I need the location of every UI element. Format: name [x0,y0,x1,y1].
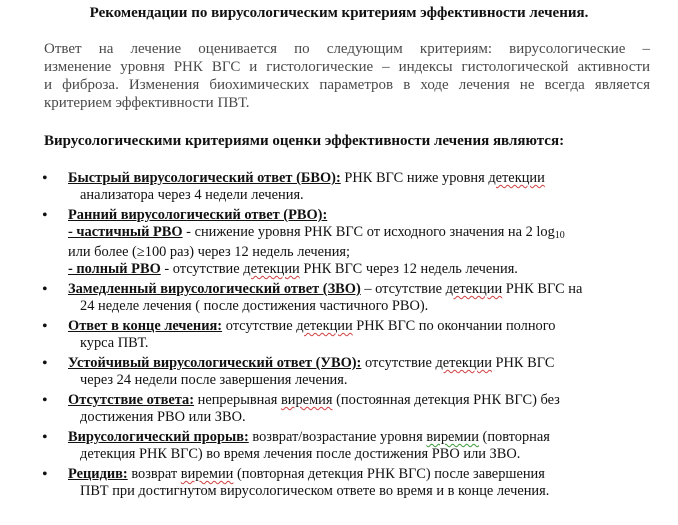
criteria-term: Отсутствие ответа: [68,392,195,408]
partial-rvo-term: - частичный РВО [68,224,183,240]
bullet-icon: • [42,281,48,298]
full-rvo-text: - отсутствие [160,261,244,277]
criteria-term: Замедленный вирусологический ответ (ЗВО) [68,281,361,297]
criteria-text: РНК ВГС ниже уровня [340,170,489,186]
criteria-continuation: курса ПВТ. [80,335,149,351]
spellcheck-word: детекции [296,318,353,334]
full-rvo-text: РНК ВГС через 12 недель лечения. [299,261,518,277]
intro-line: Ответ на лечение оценивается по следующим критериям: вирусологические – [44,41,650,57]
criteria-item-relapse [0,466,638,500]
criteria-term [68,429,249,445]
criteria-term-text: Вирусологический прорыв: [68,429,249,445]
bullet-icon: • [42,318,48,335]
criteria-list [0,170,678,500]
intro-line: изменение уровня РНК ВГС и гистологические – индексы гистологической активности [44,59,650,75]
intro-paragraph [44,40,650,112]
criteria-text: (повторная [478,429,550,445]
criteria-text: возврат [127,466,181,482]
criteria-text: (повторная детекция РНК ВГС) после завершения [233,466,545,482]
intro-line: и фиброза. Изменения биохимических параметров в ходе лечения не всегда является [44,77,650,93]
criteria-item-zvo [0,281,638,315]
criteria-term: Ответ в конце лечения: [68,318,223,334]
bullet-icon: • [42,355,48,372]
criteria-term: Ранний вирусологический ответ (РВО): [68,207,328,223]
document-title: Рекомендации по вирусологическим критериям эффективности лечения. [89,5,589,21]
bullet-icon: • [42,466,48,483]
bullet-icon: • [42,392,48,409]
partial-rvo-text: - снижение уровня РНК ВГС от исходного значения на 2 log [182,224,555,240]
criteria-item-rvo [0,207,638,278]
criteria-term: Рецидив: [68,466,128,482]
criteria-item-bvo [0,170,638,204]
rvo-full-line [68,261,638,278]
criteria-text: отсутствие [222,318,297,334]
criteria-text: РНК ВГС на [502,281,583,297]
criteria-text: отсутствие [361,355,436,371]
spellcheck-word: детекции [435,355,492,371]
criteria-item-breakthrough [0,429,638,463]
bullet-icon: • [42,170,48,187]
spellcheck-word: виремии [180,466,234,482]
spellcheck-word: виремии [426,429,479,445]
criteria-continuation: через 24 недели после завершения лечения. [80,372,348,388]
rvo-partial-continuation: или более (≥100 раз) через 12 недель лечения; [68,244,351,260]
criteria-term: Быстрый вирусологический ответ (БВО): [68,170,341,186]
spellcheck-word: детекции [488,170,545,186]
criteria-text: непрерывная [194,392,281,408]
full-rvo-term: - полный РВО [68,261,161,277]
criteria-term: Устойчивый вирусологический ответ (УВО): [68,355,362,371]
criteria-item-end-of-treatment [0,318,638,352]
spellcheck-word: детекции [445,281,503,297]
rvo-partial-line [68,224,638,244]
criteria-text: РНК ВГС по окончании полного [352,318,556,334]
criteria-item-no-response [0,392,638,426]
criteria-continuation: ПВТ при достигнутом вирусологическом ответе во время и в конце лечения. [80,483,550,499]
criteria-continuation: детекция РНК ВГС) во время лечения после достижения РВО или ЗВО. [80,446,521,462]
spellcheck-word: детекции [243,261,300,277]
bullet-icon: • [42,429,48,446]
criteria-continuation: 24 неделе лечения ( после достижения частичного РВО). [80,298,429,314]
criteria-text: возврат/возрастание уровня [248,429,427,445]
bullet-icon: • [42,207,48,224]
criteria-text: РНК ВГС [491,355,555,371]
spellcheck-word: виремия [280,392,333,408]
intro-line: критерием эффективности ПВТ. [44,95,250,111]
criteria-heading: Вирусологическими критериями оценки эффективности лечения являются: [44,133,565,149]
criteria-text: (постоянная детекция РНК ВГС) без [332,392,560,408]
criteria-continuation: анализатора через 4 недели лечения. [80,187,304,203]
criteria-item-uvo [0,355,638,389]
criteria-continuation: достижения РВО или ЗВО. [80,409,246,425]
criteria-text: – отсутствие [360,281,446,297]
log-subscript: 10 [554,230,565,241]
